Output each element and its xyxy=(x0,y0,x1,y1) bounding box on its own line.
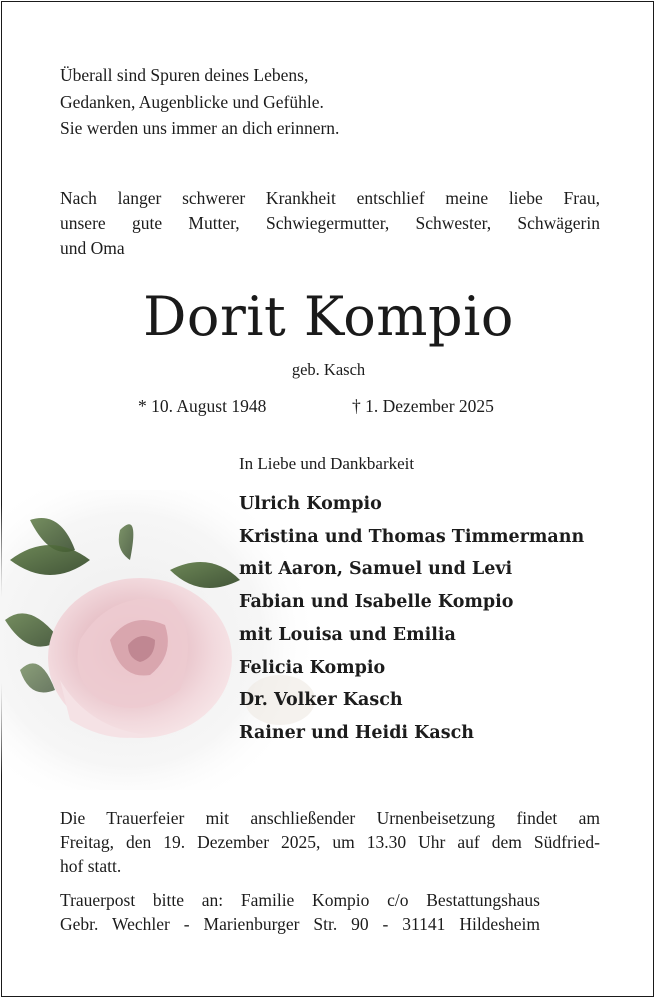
ceremony-line: Die Trauerfeier mit anschließender Urnenbeisetzung findet am xyxy=(60,808,600,828)
mourner-name: mit Aaron, Samuel und Levi xyxy=(239,559,513,580)
intro-line: und Oma xyxy=(60,238,125,258)
mourner-name: mit Louisa und Emilia xyxy=(239,624,456,645)
mail-line: Gebr. Wechler - Marienburger Str. 90 - 31141 Hildesheim xyxy=(60,914,540,934)
ceremony-info xyxy=(60,806,600,878)
mourners-heading: In Liebe und Dankbarkeit xyxy=(239,454,415,473)
maiden-name: geb. Kasch xyxy=(291,360,366,379)
birth-date: * 10. August 1948 xyxy=(138,396,267,416)
mourner-name: Felicia Kompio xyxy=(239,657,386,678)
mourner-name: Fabian und Isabelle Kompio xyxy=(239,592,514,613)
poem-line: Sie werden uns immer an dich erinnern. xyxy=(60,118,340,138)
ceremony-line: Freitag, den 19. Dezember 2025, um 13.30 Uhr auf dem Südfried- xyxy=(60,832,600,852)
intro-line: Nach langer schwerer Krankheit entschlief meine liebe Frau, xyxy=(60,188,600,208)
intro-line: unsere gute Mutter, Schwiegermutter, Schwester, Schwägerin xyxy=(60,213,600,233)
mourner-name: Kristina und Thomas Timmermann xyxy=(239,526,585,547)
poem xyxy=(60,62,339,142)
deceased-name: Dorit Kompio xyxy=(143,285,514,348)
ceremony-line: hof statt. xyxy=(60,856,122,876)
mourner-name: Rainer und Heidi Kasch xyxy=(239,722,474,743)
mourners-list xyxy=(239,488,584,750)
poem-line: Gedanken, Augenblicke und Gefühle. xyxy=(60,91,324,112)
poem-line: Überall sind Spuren deines Lebens, xyxy=(60,65,309,85)
intro-text xyxy=(60,186,600,261)
mourner-name: Ulrich Kompio xyxy=(239,494,382,514)
death-date: † 1. Dezember 2025 xyxy=(352,396,494,416)
mourner-name: Dr. Volker Kasch xyxy=(239,690,403,711)
mail-line: Trauerpost bitte an: Familie Kompio c/o Bestattungshaus xyxy=(60,890,540,910)
mail-address xyxy=(60,888,540,936)
